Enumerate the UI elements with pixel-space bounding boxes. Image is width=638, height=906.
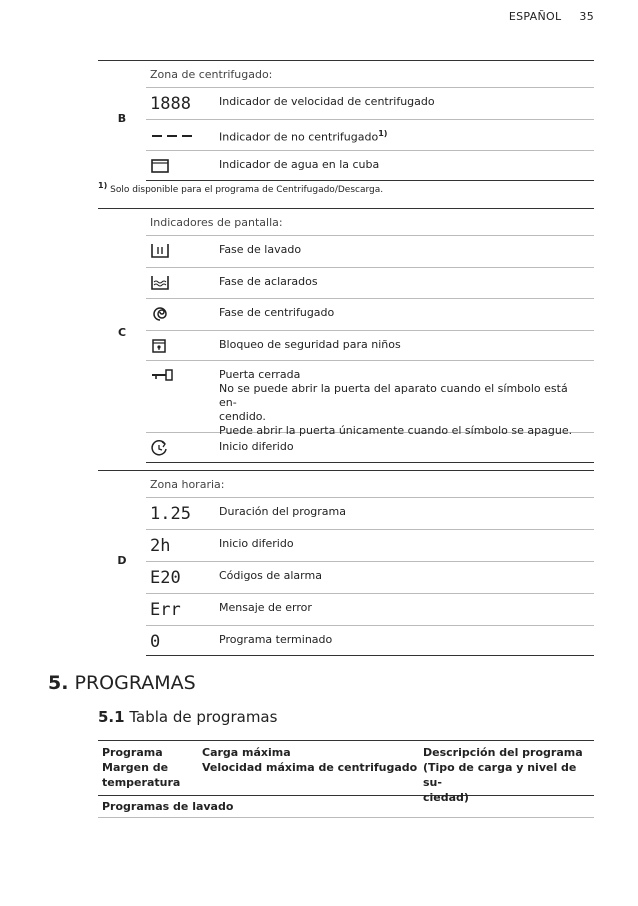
display-indicators-title: Indicadores de pantalla: bbox=[146, 209, 594, 236]
header-col-load: Carga máxima Velocidad máxima de centrifugado bbox=[202, 746, 418, 774]
table-row bbox=[146, 626, 594, 656]
table-row bbox=[146, 433, 594, 463]
header-col-program: Programa Margen de temperatura bbox=[102, 746, 181, 789]
table-row bbox=[146, 151, 594, 181]
table-row bbox=[146, 361, 594, 437]
svg-text:E20: E20 bbox=[150, 569, 181, 585]
row-description: Inicio diferido bbox=[219, 537, 294, 550]
row-description: Bloqueo de seguridad para niños bbox=[219, 338, 401, 351]
wash-phase-icon bbox=[150, 243, 210, 259]
display-indicators-table bbox=[98, 208, 594, 458]
table-row bbox=[146, 562, 594, 594]
time-zone-title: Zona horaria: bbox=[146, 471, 594, 498]
zero-display-icon bbox=[150, 633, 210, 649]
error-display-icon bbox=[150, 601, 210, 617]
table-row bbox=[146, 120, 594, 151]
table-row bbox=[146, 530, 594, 562]
row-description: Fase de centrifugado bbox=[219, 306, 335, 319]
row-description: Programa terminado bbox=[219, 633, 333, 646]
svg-text:2h: 2h bbox=[150, 537, 171, 553]
row-description: Indicador de agua en la cuba bbox=[219, 158, 380, 171]
row-description: Códigos de alarma bbox=[219, 569, 322, 582]
row-description: Indicador de no centrifugado$^{1)}$ bbox=[219, 129, 388, 144]
spin-zone-title: Zona de centrifugado: bbox=[146, 61, 594, 88]
row-description: Mensaje de error bbox=[219, 601, 312, 614]
program-table bbox=[98, 740, 594, 818]
section-letter-c: C bbox=[117, 326, 127, 339]
time-zone-table bbox=[98, 470, 594, 650]
row-description: Duración del programa bbox=[219, 505, 347, 518]
spin-zone-table bbox=[98, 60, 594, 177]
row-description: Fase de lavado bbox=[219, 243, 302, 256]
table-row bbox=[146, 299, 594, 331]
duration-display-icon bbox=[150, 505, 210, 521]
header-col-description: Descripción del programa (Tipo de carga y nivel de su- ciedad) bbox=[423, 746, 583, 804]
delay-start-clock-icon bbox=[150, 440, 210, 456]
row-description: Puerta cerrada No se puede abrir la puerta del aparato cuando el símbolo está en- cendido. Puede abrir la puerta únicamente cuando el símbolo se apague. bbox=[219, 368, 573, 437]
child-lock-icon bbox=[150, 338, 210, 354]
water-in-drum-icon bbox=[150, 158, 210, 174]
rinse-phase-icon bbox=[150, 275, 210, 291]
language-label: ESPAÑOL bbox=[508, 10, 562, 23]
table-row bbox=[146, 88, 594, 120]
row-description: Inicio diferido bbox=[219, 440, 294, 453]
spin-phase-icon bbox=[150, 306, 210, 322]
table-row bbox=[146, 594, 594, 626]
section-letter-b: B bbox=[117, 112, 127, 125]
svg-text:0: 0 bbox=[150, 633, 161, 649]
svg-text:1.25: 1.25 bbox=[150, 505, 191, 521]
door-closed-key-icon bbox=[150, 368, 210, 384]
page-header bbox=[509, 10, 594, 23]
section-title-programs: 5. PROGRAMAS bbox=[48, 672, 196, 694]
table-row bbox=[146, 331, 594, 361]
page-number: 35 bbox=[579, 10, 594, 23]
no-spin-dashes-icon bbox=[150, 127, 210, 143]
alarm-code-display-icon bbox=[150, 569, 210, 585]
section-letter-d: D bbox=[117, 554, 127, 567]
table-row bbox=[146, 498, 594, 530]
program-table-subheader: Programas de lavado bbox=[98, 796, 594, 818]
program-table-header bbox=[98, 740, 594, 804]
svg-text:1888: 1888 bbox=[150, 95, 191, 111]
svg-text:Err: Err bbox=[150, 601, 181, 617]
delay-hours-display-icon bbox=[150, 537, 210, 553]
table-row bbox=[146, 236, 594, 268]
subsection-title-program-table: 5.1 Tabla de programas bbox=[98, 708, 278, 726]
table-row bbox=[146, 268, 594, 299]
spin-speed-display-icon bbox=[150, 95, 210, 111]
row-description: Fase de aclarados bbox=[219, 275, 318, 288]
footnote: $^{1)}$ Solo disponible para el programa de Centrifugado/Descarga. bbox=[98, 181, 384, 195]
row-description: Indicador de velocidad de centrifugado bbox=[219, 95, 435, 108]
